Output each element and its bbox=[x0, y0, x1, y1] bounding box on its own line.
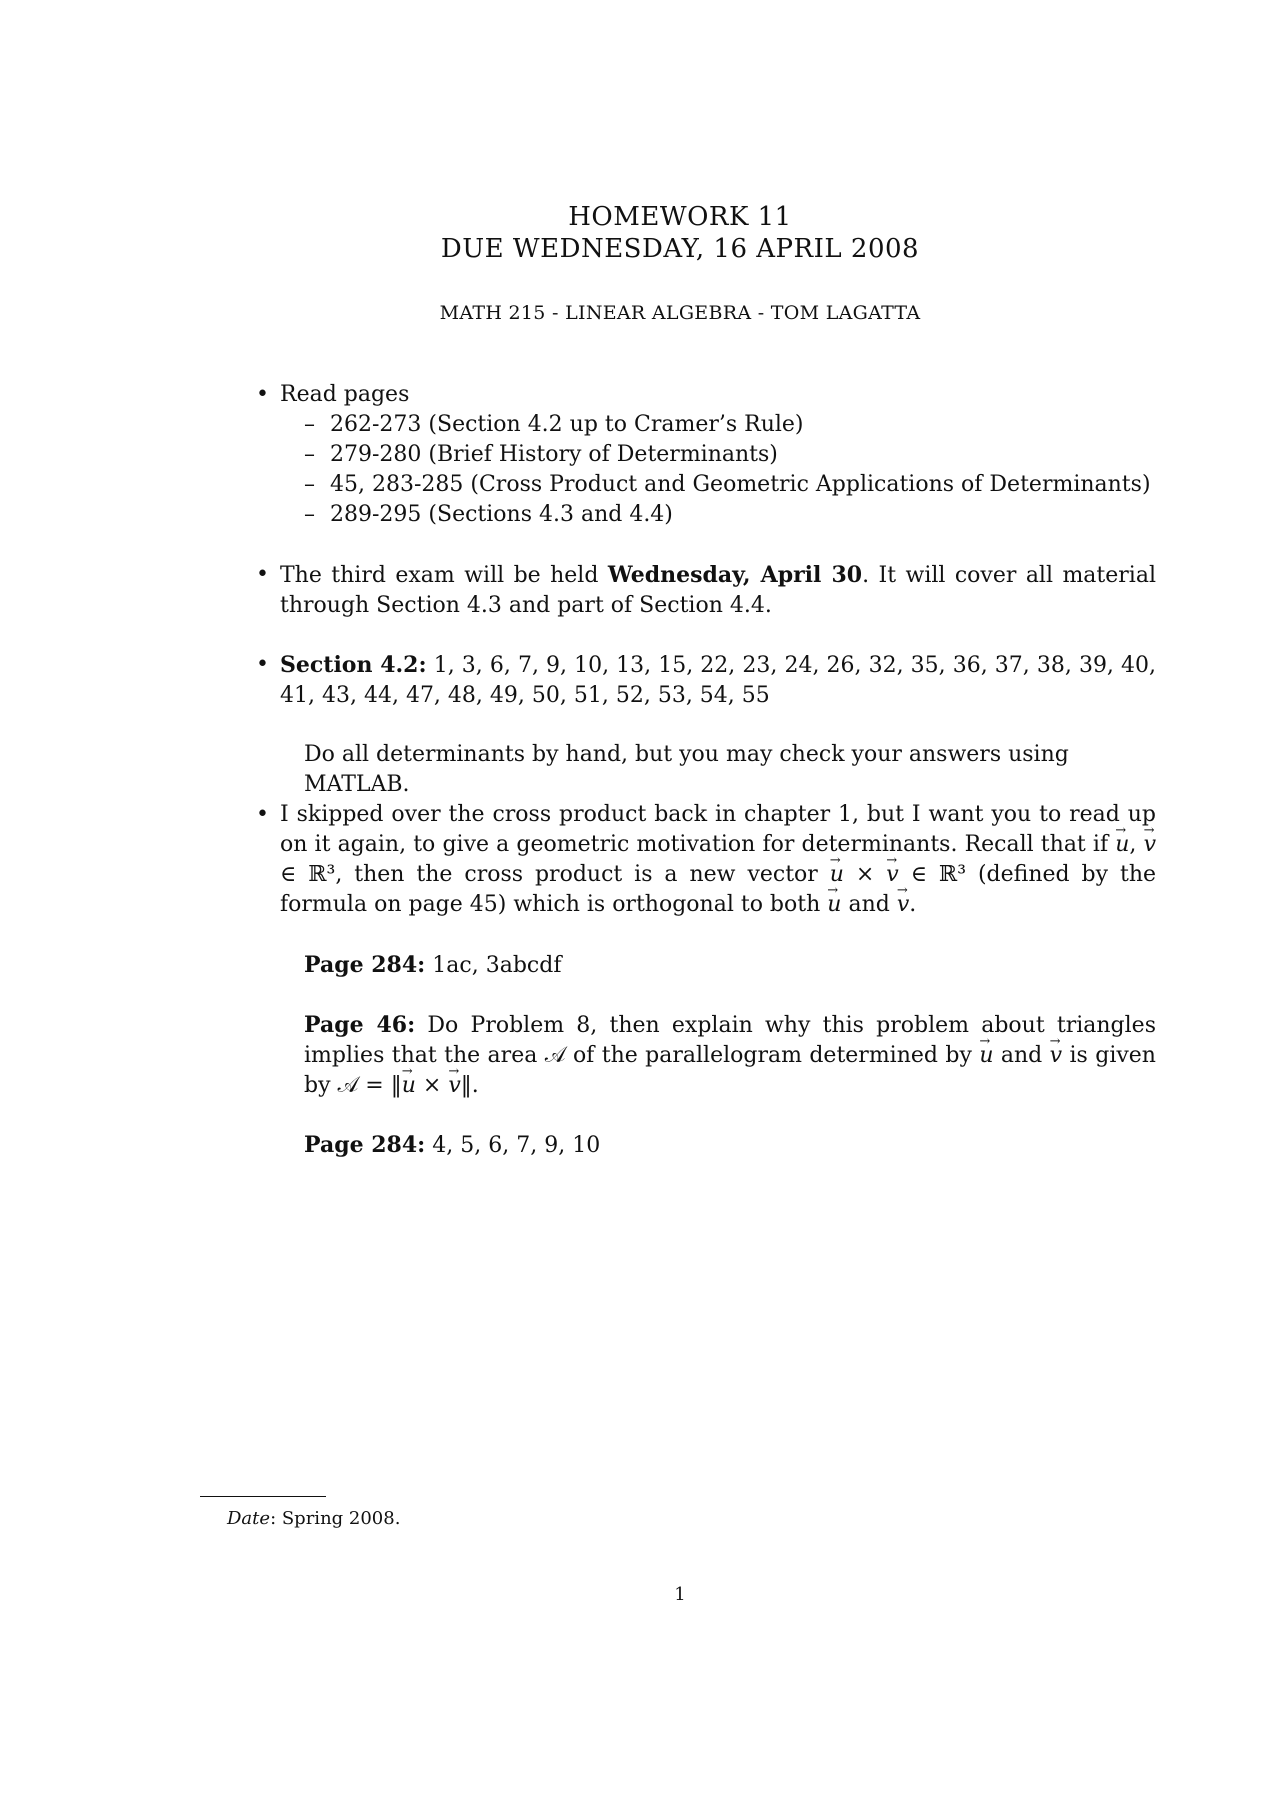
section42-block bbox=[256, 650, 1157, 797]
bullet-icon: • bbox=[256, 382, 269, 407]
page-number: 1 bbox=[674, 1584, 686, 1605]
matlab-note: Do all determinants by hand, but you may check your answers using MATLAB. bbox=[304, 742, 1069, 797]
page46-block: Page 46: Do Problem 8, then explain why this problem about triangles implies that the area 𝒜 of the parallelogram determined by → u and → v is given by 𝒜 = ‖→ u × → v‖. bbox=[304, 1010, 1156, 1101]
exam-text: The third exam will be held Wednesday, April 30. It will cover all material through Section 4.3 and part of Section 4.4. bbox=[280, 562, 1156, 618]
course-line: MATH 215 - LINEAR ALGEBRA - TOM LAGATTA bbox=[439, 302, 921, 324]
reading-item: – 279-280 (Brief History of Determinants) bbox=[304, 442, 778, 467]
reading-section bbox=[256, 380, 1156, 527]
bullet-icon: • bbox=[256, 802, 269, 827]
homework-title: HOMEWORK 11 bbox=[568, 202, 792, 232]
page284-first: Page 284: 1ac, 3abcdf bbox=[304, 952, 562, 978]
reading-item: – 262-273 (Section 4.2 up to Cramer’s Rule) bbox=[304, 412, 804, 437]
due-date: DUE WEDNESDAY, 16 APRIL 2008 bbox=[440, 234, 920, 264]
exam-section bbox=[256, 560, 1156, 621]
footnote: Date: Spring 2008. bbox=[227, 1508, 401, 1529]
reading-intro: Read pages bbox=[280, 382, 410, 407]
reading-item: – 289-295 (Sections 4.3 and 4.4) bbox=[304, 502, 673, 527]
cross-product-section bbox=[256, 800, 1157, 1158]
cross-product-text: I skipped over the cross product back in chapter 1, but I want you to read up on it again, to give a geometric motivation for determinants. Recall that if → u, → v ∈ ℝ³, then the cross product is a new vector → u × → v ∈ ℝ³ (defined by the formula on page 45) which is orthogonal to both → u and → v. bbox=[280, 800, 1156, 920]
page284-second: Page 284: 4, 5, 6, 7, 9, 10 bbox=[304, 1132, 601, 1158]
bullet-icon: • bbox=[256, 562, 269, 587]
footnote-rule bbox=[200, 1496, 326, 1497]
bullet-icon: • bbox=[256, 652, 269, 677]
reading-item: – 45, 283-285 (Cross Product and Geometric Applications of Determinants) bbox=[304, 472, 1151, 497]
section42-problems: Section 4.2: 1, 3, 6, 7, 9, 10, 13, 15, 22, 23, 24, 26, 32, 35, 36, 37, 38, 39, 40, 41, 43, 44, 47, 48, 49, 50, 51, 52, 53, 54, 55 bbox=[280, 652, 1157, 708]
